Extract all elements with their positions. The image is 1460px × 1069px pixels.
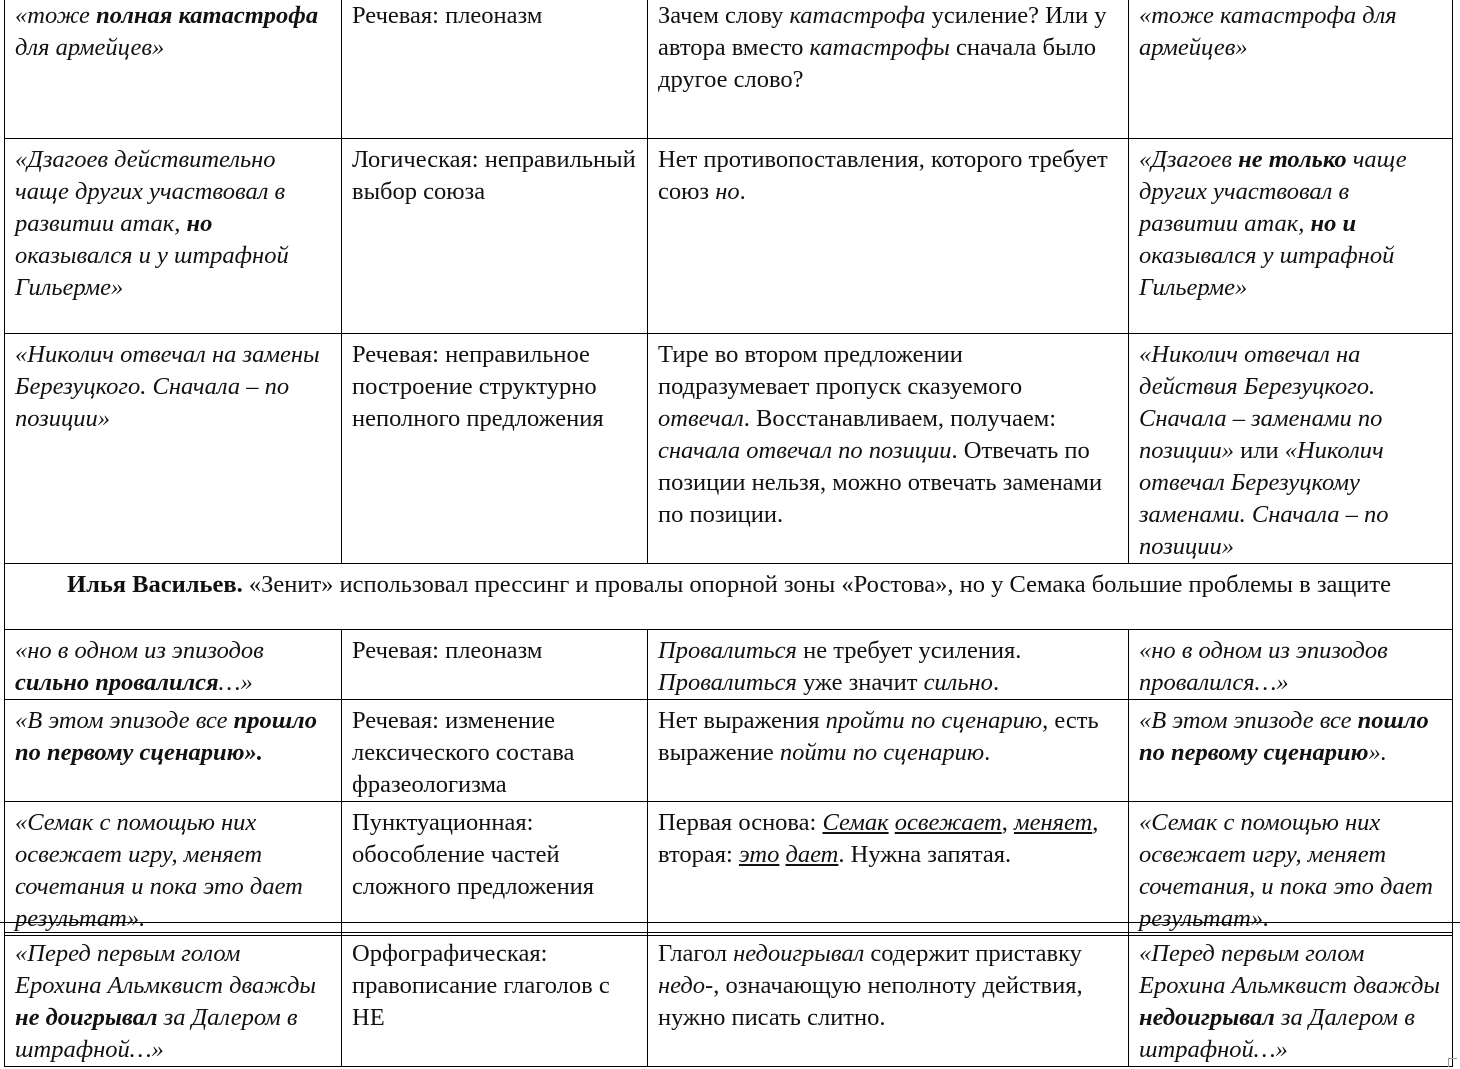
text-run: Провалиться xyxy=(658,669,797,696)
text-run: Речевая: плеоназм xyxy=(352,637,543,664)
text-run: сначала было другое слово? xyxy=(658,34,1096,93)
table-row xyxy=(5,0,1453,139)
text-run: Нет выражения xyxy=(658,707,826,734)
text-run: оказывался у штрафной Гильерме» xyxy=(1139,242,1395,301)
text-run: Тире во втором предложении подразумевает пропуск сказуемого xyxy=(658,341,1023,400)
text-run: пойти по сценарию xyxy=(779,739,985,766)
table-row xyxy=(5,802,1453,936)
text-run: оказывался и у штрафной Гильерме» xyxy=(15,242,289,301)
example-cell xyxy=(5,802,342,936)
correction-cell xyxy=(1129,139,1453,334)
text-run: не только xyxy=(1238,146,1347,173)
text-run: за Далером в штрафной…» xyxy=(1139,1004,1415,1063)
section-header-row xyxy=(5,564,1453,630)
text-run: Зачем слову xyxy=(658,2,790,29)
text-run: . xyxy=(739,178,746,205)
text-run: Глагол xyxy=(658,940,734,967)
table-row xyxy=(5,334,1453,564)
text-run: Илья Васильев. xyxy=(67,571,243,598)
text-run: недо- xyxy=(658,972,714,999)
text-run: , вторая: xyxy=(658,809,1099,868)
text-run: «тоже катастрофа для армейцев» xyxy=(1139,2,1397,61)
text-run: . Нужна запятая. xyxy=(838,841,1012,868)
text-run: «Семак с помощью них освежает игру, меняет сочетания и пока это дает результат». xyxy=(15,809,303,932)
text-run: Первая основа: xyxy=(658,809,823,836)
text-run: но xyxy=(715,178,740,205)
text-run: катастрофы xyxy=(809,34,950,61)
text-run: Орфографическая: правописание глаголов с НЕ xyxy=(352,940,610,1031)
error-type-cell xyxy=(342,139,648,334)
text-run: катастрофа xyxy=(789,2,926,29)
correction-cell xyxy=(1129,802,1453,936)
correction-cell xyxy=(1129,630,1453,700)
text-run: пошло по первому сценарию xyxy=(1139,707,1429,766)
error-analysis-table xyxy=(4,0,1453,936)
explanation-cell xyxy=(648,334,1129,564)
text-run: . xyxy=(984,739,991,766)
example-cell xyxy=(5,0,342,139)
table-row xyxy=(5,700,1453,802)
text-run: недоигрывал xyxy=(733,940,865,967)
text-run: сильно xyxy=(923,669,993,696)
error-type-cell xyxy=(342,0,648,139)
explanation-cell xyxy=(648,0,1129,139)
text-run: или xyxy=(1234,437,1285,464)
text-run: но и xyxy=(1310,210,1357,237)
text-run: . Восстанавливаем, получаем: xyxy=(743,405,1057,432)
text-run: ». xyxy=(1368,739,1387,766)
text-run: не доигрывал xyxy=(15,1004,158,1031)
text-run: «В этом эпизоде все xyxy=(1139,707,1358,734)
text-run: …» xyxy=(218,669,253,696)
text-run: Логическая: неправильный выбор союза xyxy=(352,146,636,205)
example-cell xyxy=(5,334,342,564)
example-cell xyxy=(5,139,342,334)
text-run: «В этом эпизоде все xyxy=(15,707,234,734)
error-analysis-table-continued xyxy=(4,932,1453,1067)
text-run: сильно провалился xyxy=(15,669,219,696)
text-run: Речевая: изменение лексического состава фразеологизма xyxy=(352,707,575,798)
text-run: освежает xyxy=(894,809,1002,836)
text-run: Речевая: плеоназм xyxy=(352,2,543,29)
table-row xyxy=(5,630,1453,700)
text-run: «Семак с помощью них освежает игру, меняет сочетания, и пока это дает результат». xyxy=(1139,809,1433,932)
text-run: «Дзагоев xyxy=(1139,146,1239,173)
text-run: «Николич отвечал на замены Березуцкого. Сначала – по позиции» xyxy=(15,341,320,432)
text-run: . Отвечать по позиции нельзя, можно отвечать заменами по позиции. xyxy=(658,437,1103,528)
table-row xyxy=(5,933,1453,1067)
text-run: сначала отвечал по позиции xyxy=(658,437,952,464)
text-run: для армейцев» xyxy=(15,34,165,61)
text-run: Провалиться xyxy=(658,637,797,664)
text-run: чаще других участвовал в развитии атак, xyxy=(1139,146,1407,237)
explanation-cell xyxy=(648,933,1129,1067)
correction-cell xyxy=(1129,933,1453,1067)
text-run: Семак xyxy=(822,809,889,836)
text-run: отвечал xyxy=(658,405,744,432)
text-run: прошло по первому сценарию». xyxy=(15,707,317,766)
explanation-cell xyxy=(648,630,1129,700)
explanation-cell xyxy=(648,700,1129,802)
text-run: за Далером в штрафной…» xyxy=(15,1004,298,1063)
text-run: меняет xyxy=(1013,809,1093,836)
text-run: «но в одном из эпизодов xyxy=(15,637,264,664)
error-type-cell xyxy=(342,630,648,700)
text-run: «тоже xyxy=(15,2,97,29)
example-cell xyxy=(5,630,342,700)
text-run: это xyxy=(738,841,780,868)
correction-cell xyxy=(1129,334,1453,564)
text-run: «Дзагоев действительно чаще других участвовал в развитии атак, xyxy=(15,146,286,237)
text-run: усиление? Или у автора вместо xyxy=(658,2,1107,61)
text-run: но xyxy=(186,210,213,237)
example-cell xyxy=(5,700,342,802)
text-run: , есть выражение xyxy=(658,707,1099,766)
table-row xyxy=(5,139,1453,334)
text-run: «Николич отвечал на действия Березуцкого. Сначала – заменами по позиции» xyxy=(1139,341,1383,464)
text-run: дает xyxy=(785,841,839,868)
text-run: пройти по сценарию xyxy=(825,707,1043,734)
text-run: содержит приставку xyxy=(864,940,1082,967)
text-run: Пунктуационная: обособление частей сложного предложения xyxy=(352,809,595,900)
example-cell xyxy=(5,933,342,1067)
text-run: , xyxy=(1001,809,1014,836)
error-type-cell xyxy=(342,700,648,802)
section-header xyxy=(5,564,1453,630)
text-run: Нет противопоставления, которого требует союз xyxy=(658,146,1108,205)
text-run: не требует усиления. xyxy=(796,637,1022,664)
text-run: «Перед первым голом Ерохина Альмквист дважды xyxy=(15,940,316,999)
text-run: полная катастрофа xyxy=(96,2,319,29)
text-run: «Перед первым голом Ерохина Альмквист дважды xyxy=(1139,940,1440,999)
text-run: , означающую неполноту действия, нужно писать слитно. xyxy=(658,972,1083,1031)
text-run: «Зенит» использовал прессинг и провалы опорной зоны «Ростова», но у Семака большие проблемы в защите xyxy=(242,571,1391,598)
correction-cell xyxy=(1129,700,1453,802)
resize-corner-mark xyxy=(1448,1058,1457,1067)
text-run: «но в одном из эпизодов провалился…» xyxy=(1139,637,1388,696)
explanation-cell xyxy=(648,802,1129,936)
error-type-cell xyxy=(342,933,648,1067)
text-run: . xyxy=(992,669,1000,696)
explanation-cell xyxy=(648,139,1129,334)
error-type-cell xyxy=(342,334,648,564)
error-type-cell xyxy=(342,802,648,936)
text-run: недоигрывал xyxy=(1139,1004,1275,1031)
correction-cell xyxy=(1129,0,1453,139)
text-run: уже значит xyxy=(796,669,924,696)
text-run: «Николич отвечал Березуцкому заменами. Сначала – по позиции» xyxy=(1139,437,1389,560)
page-break-line xyxy=(0,922,1460,923)
text-run: Речевая: неправильное построение структурно неполного предложения xyxy=(352,341,604,432)
